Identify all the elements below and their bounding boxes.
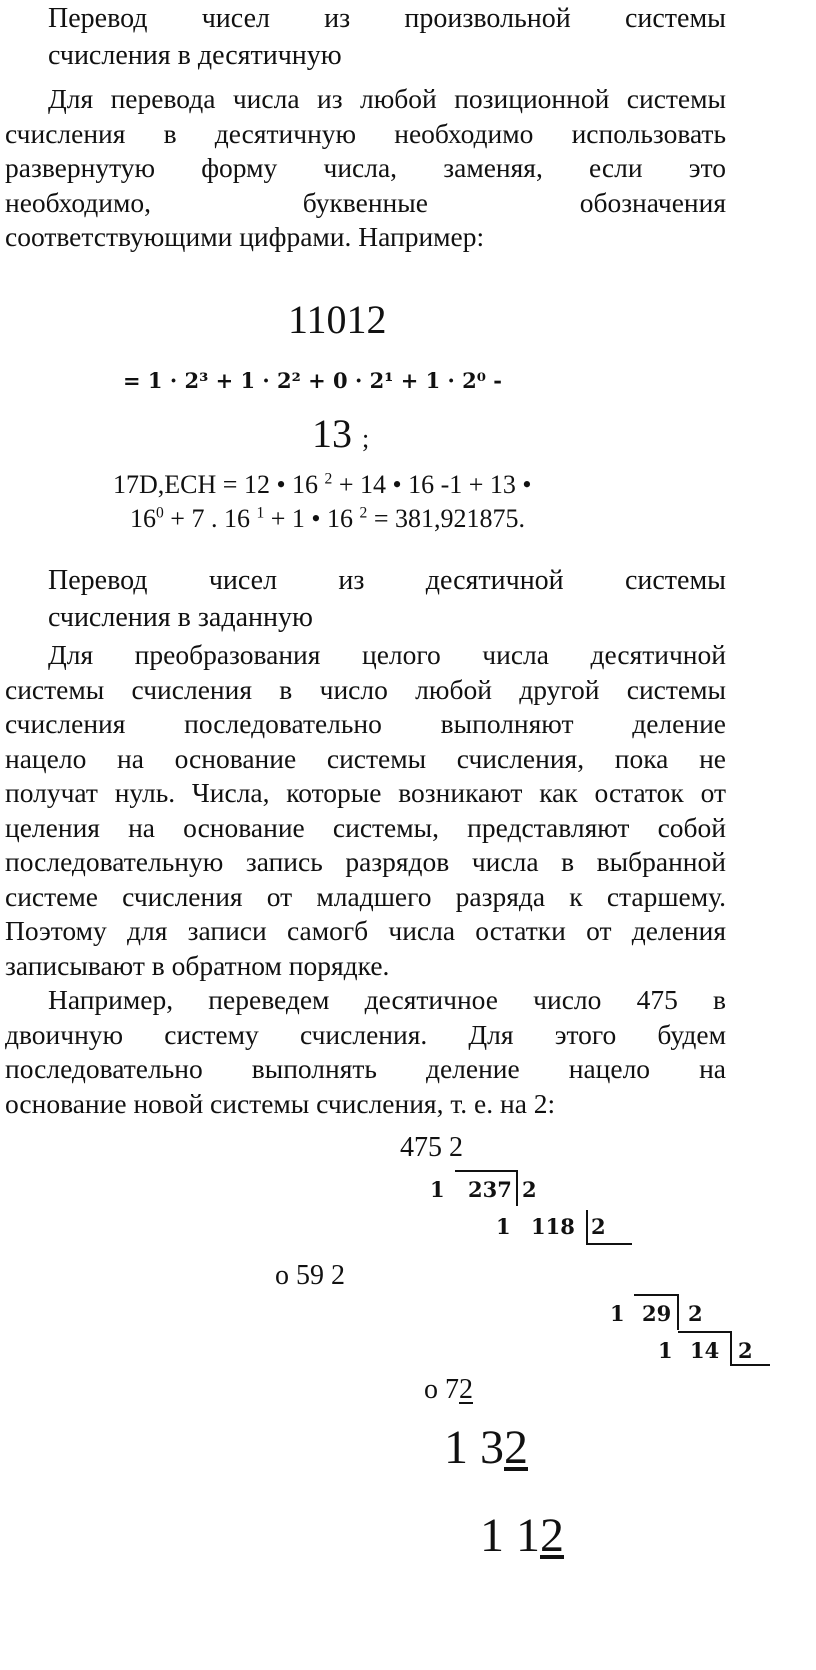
division-divisor: 2 [522,1177,537,1202]
example1-result [312,410,369,457]
paragraph-line: записывают в обратном порядке. [5,949,390,981]
example2-line1 [113,470,532,500]
example1-result-punct: ; [362,424,370,453]
division-row8-text: 1 3 [444,1421,504,1474]
paragraph-line: необходимо, буквенные обозначения [5,186,726,218]
example2-exponent: 1 [256,504,265,522]
division-bracket-v [730,1331,732,1365]
paragraph-line: развернутую форму числа, заменяя, если это [5,152,726,183]
example1-result-value: 13 [312,411,352,456]
division-quotient: 118 [531,1214,575,1239]
paragraph-line: основание новой системы счисления, т. е. на 2: [5,1087,556,1119]
section2-heading-line: счисления в заданную [48,602,313,633]
division-row4: о 59 2 [275,1260,345,1291]
division-divisor: 2 [688,1301,703,1326]
example2-text: + 7 . 16 [163,504,257,533]
division-remainder: 1 [430,1177,445,1202]
section1-heading [48,0,726,74]
paragraph-line: соответствующими цифрами. Например: [5,221,485,252]
division-row9-divisor: 2 [540,1509,564,1562]
division-row9-text: 1 1 [480,1509,540,1562]
paragraph-line: системы счисления в число любой другой системы [5,673,726,705]
paragraph-line: получат нуль. Числа, которые возникают как остаток от [5,777,726,808]
section2-paragraph2 [5,983,726,1121]
example1-number: 11012 [288,297,387,342]
paragraph-line: счисления последовательно выполняют деление [5,708,726,739]
example2-text: + 1 • 16 [264,504,360,533]
division-bracket-h [586,1243,632,1245]
division-row7-text: о 7 [424,1374,459,1405]
division-divisor: 2 [591,1214,606,1239]
section2-heading-line: Перевод чисел из десятичной системы [48,565,726,596]
division-quotient: 14 [690,1338,720,1363]
division-row8-divisor: 2 [504,1421,528,1474]
division-row1: 475 2 [400,1132,463,1163]
division-row7 [424,1374,473,1406]
division-bracket-v [586,1210,588,1244]
division-remainder: 1 [658,1338,673,1363]
division-quotient: 237 [468,1177,512,1202]
paragraph-line: счисления в десятичную необходимо использовать [5,117,726,149]
division-bracket-v [516,1170,518,1206]
paragraph-line: нацело на основание системы счисления, пока не [5,742,726,774]
paragraph-line: системе счисления от младшего разряда к старшему. [5,880,726,912]
division-divisor: 2 [738,1338,753,1363]
example2-text: = 381,921875. [367,504,525,533]
division-row7-divisor: 2 [459,1374,473,1405]
example2-exponent: 2 [324,470,333,488]
division-bracket-h [455,1170,517,1172]
division-bracket-h [634,1294,678,1296]
paragraph-line: Для перевода числа из любой позиционной системы [48,83,726,114]
division-bracket-h [730,1364,770,1366]
section2-paragraph1 [5,638,726,983]
division-row9 [480,1508,564,1563]
paragraph-line: последовательно выполнять деление нацело на [5,1053,726,1084]
paragraph-line: Для преобразования целого числа десятичной [48,639,726,670]
division-bracket-v [677,1294,679,1330]
section1-heading-line: Перевод чисел из произвольной системы [48,3,726,34]
example2-text: 17D,ECH = 12 • 16 [113,470,325,499]
paragraph-line: последовательную запись разрядов числа в выбранной [5,846,726,877]
division-row8 [444,1420,528,1475]
division-remainder: 1 [496,1214,511,1239]
division-quotient: 29 [642,1301,672,1326]
example2-text: + 14 • 16 -1 + 13 • [332,470,532,499]
section1-paragraph [5,82,726,255]
paragraph-line: целения на основание системы, представляют собой [5,811,726,843]
paragraph-line: двоичную систему счисления. Для этого будем [5,1018,726,1050]
division-remainder: 1 [610,1301,625,1326]
example2-text: 16 [130,504,156,533]
division-bracket-h [678,1331,731,1333]
example1-expansion: = 1 · 2³ + 1 · 2² + 0 · 2¹ + 1 · 2⁰ - [123,368,503,393]
paragraph-line: Например, переведем десятичное число 475 в [48,984,726,1015]
section1-heading-line: счисления в десятичную [48,40,342,71]
example2-exponent: 0 [156,504,164,522]
paragraph-line: Поэтому для записи самогб числа остатки от деления [5,915,726,946]
example2-exponent: 2 [359,504,368,522]
example2-line2 [130,504,525,534]
section2-heading [48,562,726,636]
